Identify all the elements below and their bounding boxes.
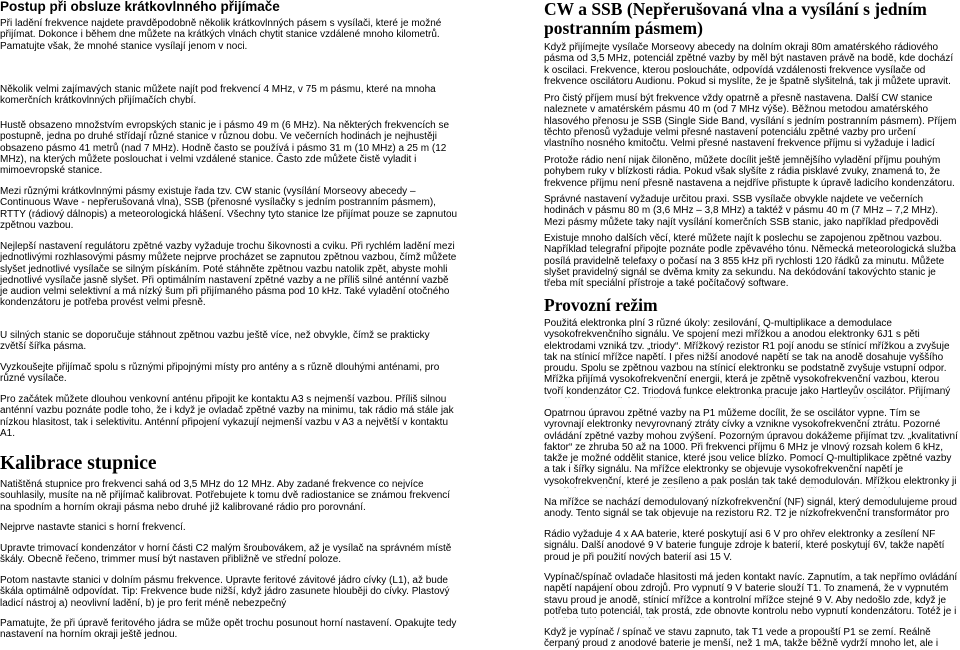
right-column — [544, 0, 958, 650]
paragraph-mode-6: Když je vypínač / spínač ve stavu zapnuto, tak T1 vede a propouští P1 se zemí. Reálně čerpaný proud z anodové baterie je menší, než 1 mA, takže běžně vydrží mnoho let, ale i — [544, 627, 939, 650]
section-title-operating-mode: Provozní režim — [544, 295, 658, 315]
paragraph-cw-5: Existuje mnoho dalších věcí, které můžete najít k poslechu se zapojenou zpětnou vazbou. Například telegrafní připojte poznáte podle zpěvavého tónu. Německá meteorologická služba posílá pravidelně telefaxy o počasí na 3 855 kHz při rychlosti 120 řádků za minutu. Můžete slyšet pravidelný signál se dvěma kmity za sekundu. Na dekódování takovýchto stanic je třeba mít speciální přístroje a také počítačový software. — [544, 233, 956, 290]
paragraph-antenna-try: Vyzkoušejte přijímač spolu s různými připojnými místy pro antény a s různě dlouhými anténami, pro různé vysílače. — [0, 362, 440, 385]
paragraph-strong-stations: U silných stanic se doporučuje stáhnout zpětnou vazbu ještě více, než obvykle, čímž se prakticky zvětší šířka pásma. — [0, 330, 430, 353]
paragraph-calibration-5: Pamatujte, že při úpravě feritového jádra se může opět trochu posunout horní nastavení. Opakujte tedy nastavení na horním okraji ještě jednou. — [0, 618, 457, 641]
paragraph-cw-4: Správné nastavení vyžaduje určitou praxi. SSB vysílače obvykle najdete ve večerních hodinách v pásmu 80 m (3,6 MHz – 3,8 MHz) a taktéž v pásmu 40 m (7 MHz – 7,2 MHz). Mezi pásmy můžete taky najít vysílání komerčních SSB stanic, jako například předpovědi — [544, 194, 939, 228]
paragraph-modes: Mezi různými krátkovlnnými pásmy existuje řada tzv. CW stanic (vysílání Morseovy abecedy – Continuous Wave - nepřerušovaná vlna), SSB (přenosné vysílačky s jedním postranním pásmem), RTTY (rádiový dálnopis) a meteorologická hlášení. Všechny tyto stanice lze přijímat pouze se zapnutou zpětnou vazbou. — [0, 186, 458, 231]
paragraph-mode-3: Na mřížce se nachází demodulovaný nízkofrekvenční (NF) signál, který demodulujeme proud anody. Tento signál se tak objevuje na rezistoru R2. T2 je nízkofrekvenční transformátor pro — [544, 497, 957, 520]
paragraph-stations: Několik velmi zajímavých stanic můžete najít pod frekvencí 4 MHz, v 75 m pásmu, které na mnoha komerčních krátkovlnných přijímačích chybí. — [0, 84, 436, 107]
section-title-receiver: Postup při obsluze krátkovlnného přijímače — [0, 0, 280, 14]
paragraph-cw-2: Pro čistý příjem musí být frekvence vždy opatrně a přesně nastavena. Další CW stanice naleznete v amatérském pásmu 40 m (od 7 MHz výše). Běžnou metodou amatérského hlasového přenosu je SSB (Single Side Band, vysílání s jedním postranním pásmem). Příjem těchto přenosů vyžaduje velmi přesné nastavení potenciálu zpětné vazby pro určení vlastního nosného kmitočtu. Velmi přesné nastavení frekvence příjmu si vyžaduje i ladicí — [544, 93, 957, 150]
paragraph-calibration-3: Upravte trimovací kondenzátor v horní části C2 malým šroubovákem, až je vysílač na správném místě škály. Obecně řečeno, trimmer musí být nastaven přibližně ve střední poloze. — [0, 543, 452, 566]
section-title-calibration: Kalibrace stupnice — [0, 453, 157, 474]
paragraph-cw-3: Protože rádio není nijak čiloněno, můžete docílit ještě jemnějšího vyladění příjmu pouhým pohybem ruky v blízkosti rádia. Pokud však slyšíte z rádia pisklavé zvuky, znamená to, že frekvence příjmu není přesně nastavena a nejdříve přistupte k úpravě ladicího kondenzátoru. — [544, 155, 955, 189]
paragraph-mode-1: Použitá elektronka plní 3 různé úkoly: zesilování, Q-multiplikace a demodulace vysokofrekvenčního signálu. Ve spojení mezi mřížkou a anodou elektronky 6J1 s pěti elektrodami vzniká tzv. „triody“. Mřížkový rezistor R1 pojí anodu se stínicí mřížkou a zvyšuje tak na stínicí mřížce napětí. I přes nižší anodové napětí se tak na anodě dosahuje vyššího proudu. Spolu se zpětnou vazbou na stínicí elektronku se podstatně zvyšuje vstupní odpor. Mřížka přijímá vysokofrekvenční energii, která je zpětně vysokofrekvenční vazbou, kterou tvoří kondenzátor C2. Triodová funkce elektronka pracuje jako Hartleyův oscilátor. Přijímaný — [544, 318, 951, 397]
paragraph-mode-4: Rádio vyžaduje 4 x AA baterie, které poskytují asi 6 V pro ohřev elektronky a zesílení NF signálu. Další anodové 9 V baterie funguje zdroje k baterií, které poskytují 6V, takže napětí proud je při použití nových baterií asi 15 V. — [544, 529, 945, 563]
paragraph-calibration-1: Natištěná stupnice pro frekvenci sahá od 3,5 MHz do 12 MHz. Aby zadané frekvence co nejvíce souhlasily, musíte na ně přijímač kalibrovat. Potřebujete k tomu dvě radiostanice se známou frekvencí na spodním a horním okraji pásma nebo druhé již kalibrované rádio pro porovnání. — [0, 479, 451, 513]
left-column — [0, 0, 458, 641]
paragraph-antenna-start: Pro začátek můžete dlouhou venkovní anténu připojit ke kontaktu A3 s nejmenší vazbou. Příliš silnou anténní vazbu poznáte podle toho, že i když je ovladač zpětné vazby na minimu, tak rádio má stále jak nízkou hlasitost, tak i selektivitu. Anténní připojení vykazují nejmenší vazbu v A3 a největší v kontaktu A1. — [0, 394, 454, 439]
paragraph-cw-1: Když přijímejte vysílače Morseovy abecedy na dolním okraji 80m amatérského rádiového pásma od 3,5 MHz, potenciál zpětné vazby by měl být nastaven právě na bodě, kde dochází k oscilaci. Frekvence, kterou posloucháte, odpovídá vzdálenosti frekvence vysílače od frekvence oscilátoru Audionu. Pokud si myslíte, že je špatně slyšitelná, tak ji můžete upravit. — [544, 42, 954, 87]
paragraph-mode-5: Vypínač/spínač ovladače hlasitosti má jeden kontakt navíc. Zapnutím, a tak nepřímo ovládání napětí napájení obou zdrojů. Pro vypnutí 9 V baterie slouží T1. To znamená, že v vypnutém stavu proud je anodě, stínicí mřížce a kontrolní mřížce stejné 9 V. Aby nedošlo zde, když je potřeba tuto potenciál, tak prostá, zde obnovte kontrolu nebo vypnutí kondenzátoru. Totéž je i — [544, 572, 958, 617]
paragraph-calibration-4: Potom nastavte stanici v dolním pásmu frekvence. Upravte feritové závitové jádro cívky (L1), až bude škála optimálně odpovídat. Tip: Frekvence bude nižší, když jádro zasunete hlouběji do cívky. Plastový ladicí nástroj a) neovlivní ladění, b) je pro ferit méně nebezpečný — [0, 575, 450, 609]
section-title-cw-ssb: CW a SSB (Nepřerušovaná vlna a vysílání s jedním postranním pásmem) — [544, 0, 927, 38]
paragraph-bands: Hustě obsazeno množstvím evropských stanic je i pásmo 49 m (6 MHz). Na některých frekvencích se postupně, jedna po druhé střídají různé stanice v různou dobu. Ve večerních hodinách je nejhustěji obsazeno pásmo 41 metrů (nad 7 MHz). Hodně často se používá i pásmo 31 m (10 MHz) a 25 m (12 MHz), na kterých můžete poslouchat i velmi vzdálené stanice. Často zde můžete čistě vyladit i mimoevropské stanice. — [0, 120, 450, 177]
paragraph-intro: Při ladění frekvence najdete pravděpodobně několik krátkovlnných pásem s vysílači, které je možné přijímat. Dokonce i během dne můžete na krátkých vlnách chytit stanice vzdálené mnoho kilometrů. Pamatujte však, že mnohé stanice vysílají jenom v noci. — [0, 18, 442, 52]
paragraph-calibration-2: Nejprve nastavte stanici s horní frekvencí. — [0, 522, 186, 533]
paragraph-feedback: Nejlepší nastavení regulátoru zpětné vazby vyžaduje trochu šikovnosti a cviku. Při rychlém ladění mezi jednotlivými rozhlasovými pásmy můžete nejprve procházet se zapnutou zpětnou vazbou, čímž můžete slyšet jednotlivé vysílače se silným pískáním. Poté stáhněte zpětnou vazbu natolik zpět, abyste mohli jednotlivé vysílače jasně slyšet. Při optimálním nastavení zpětné vazby a ne příliš silné anténní vazbě je audion velmi selektivní a má nízký šum při přijímaného pásma pod 10 kHz. Také vyladění otočného kondenzátoru je potřeba provést velmi přesně. — [0, 241, 457, 309]
paragraph-mode-2: Opatrnou úpravou zpětné vazby na P1 můžeme docílit, že se oscilátor vypne. Tím se vyrovnají elektronky nevyrovnaný ztráty cívky a vznikne vysokofrekvenční ztrátu. Pozorné ovládání zpětné vazby mohou zvýšení. Pozorným úpravou dokážeme přijímat tzv. „kvalitativní faktor“ ze zhruba 50 až na 1000. Při frekvenci příjmu 6 MHz je vlnový rozsah kolem 6 kHz, takže je možné oddělit stanice, které jsou velice blízko. Pomocí Q-multiplikace zpětné vazby a tak i šířky signálu. Na mřížce elektronky se objevuje vysokofrekvenční napětí je vysokofrekvenční, které je zesíleno a pak poslán tak také demodulován. Mřížkou elektronky ji — [544, 408, 958, 487]
